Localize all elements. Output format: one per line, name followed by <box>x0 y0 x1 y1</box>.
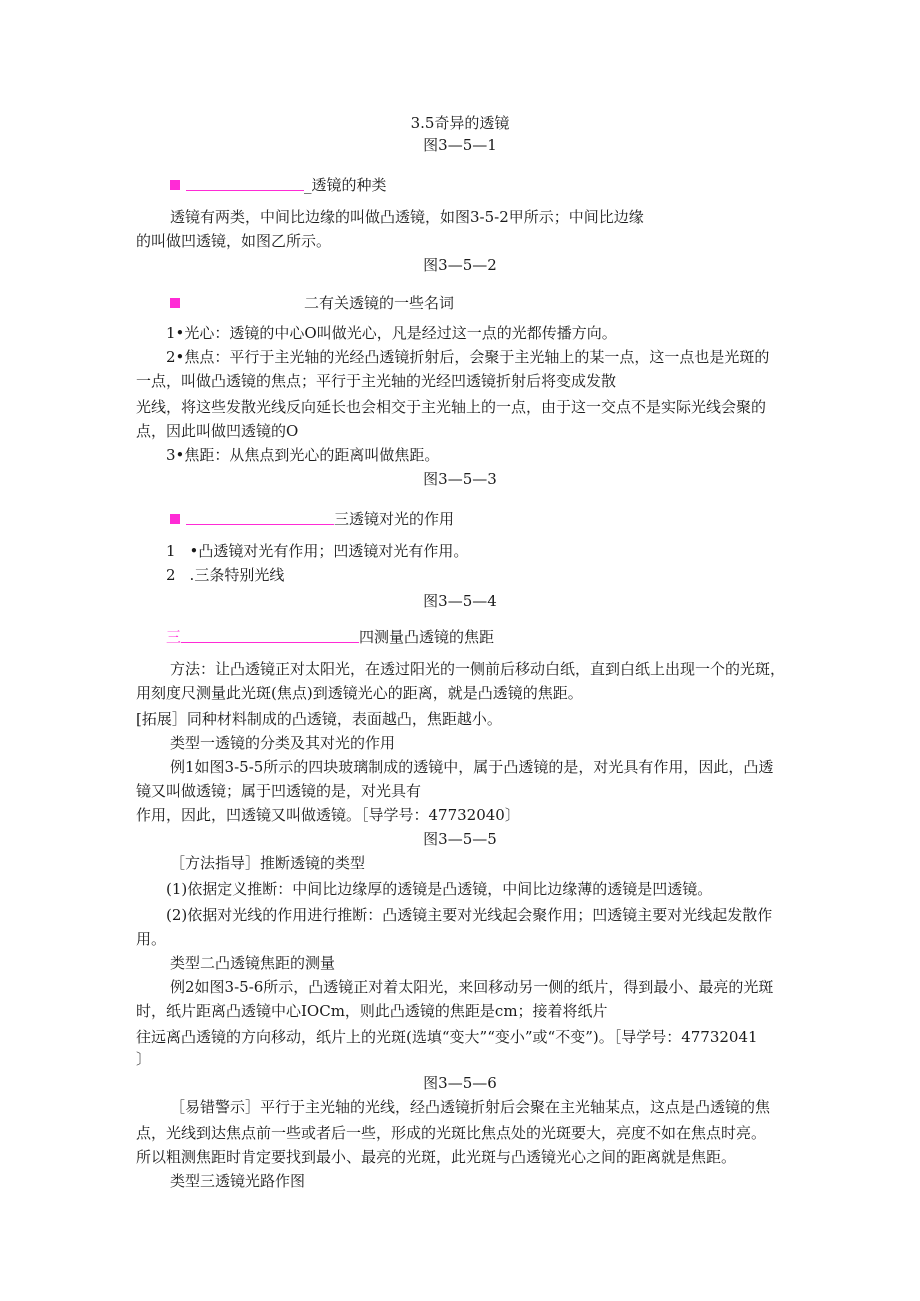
bullet-square-icon <box>170 514 180 524</box>
paragraph-line: 一点，叫做凸透镜的焦点；平行于主光轴的光经凹透镜折射后将变成发散 <box>136 372 617 390</box>
list-item: 2•焦点：平行于主光轴的光经凸透镜折射后，会聚于主光轴上的某一点，这一点也是光斑的 <box>166 348 770 366</box>
extension-note: [拓展］同种材料制成的凸透镜，表面越凸，焦距越小。 <box>136 710 502 728</box>
list-item: 1•光心：透镜的中心O叫做光心，凡是经过这一点的光都传播方向。 <box>166 324 617 342</box>
bullet-square-icon <box>170 180 180 190</box>
figure-caption-1: 图3—5—1 <box>423 136 497 154</box>
list-text: .三条特别光线 <box>189 566 285 584</box>
question-type-heading: 类型一透镜的分类及其对光的作用 <box>170 734 396 752</box>
list-item: 3•焦距：从焦点到光心的距离叫做焦距。 <box>166 446 440 464</box>
list-number: 1 <box>166 542 176 560</box>
question-type-heading: 类型二凸透镜焦距的测量 <box>170 954 336 972</box>
section-marker: 三 <box>166 628 182 646</box>
method-item: (1)依据定义推断：中间比边缘厚的透镜是凸透镜，中间比边缘薄的透镜是凹透镜。 <box>166 880 713 898</box>
paragraph-line: 的叫做凹透镜，如图乙所示。 <box>136 232 332 250</box>
paragraph-line: 用刻度尺测量此光斑(焦点)到透镜光心的距离，就是凸透镜的焦距。 <box>136 684 583 702</box>
question-type-heading: 类型三透镜光路作图 <box>170 1172 306 1190</box>
bullet-square-icon <box>170 298 180 308</box>
paragraph-line: 光线，将这些发散光线反向延长也会相交于主光轴上的一点，由于这一交点不是实际光线会聚的 <box>136 398 767 416</box>
section-heading-lens-types <box>170 175 387 195</box>
warning-note: ［易错警示］平行于主光轴的光线，经凸透镜折射后会聚在主光轴某点，这点是凸透镜的焦 <box>170 1098 771 1116</box>
example-line: 例2如图3-5-6所示，凸透镜正对着太阳光，来回移动另一侧的纸片，得到最小、最亮的光斑 <box>170 978 774 996</box>
paragraph-line: 点，光线到达焦点前一些或者后一些，形成的光斑比焦点处的光斑要大，亮度不如在焦点时亮。 <box>136 1124 767 1142</box>
section-heading-focal-length <box>166 627 494 647</box>
figure-caption-6: 图3—5—6 <box>423 1074 497 1092</box>
paragraph-line: 透镜有两类，中间比边缘的叫做凸透镜，如图3-5-2甲所示；中间比边缘 <box>170 208 644 226</box>
figure-caption-5: 图3—5—5 <box>423 830 497 848</box>
list-item <box>166 541 468 561</box>
blank-underline <box>186 510 334 525</box>
list-number: 2 <box>166 566 176 584</box>
list-item <box>166 565 284 585</box>
paragraph-line: 点，因此叫做凹透镜的O <box>136 422 299 440</box>
list-text: •凸透镜对光有作用；凹透镜对光有作用。 <box>189 542 469 560</box>
example-line: 例1如图3-5-5所示的四块玻璃制成的透镜中，属于凸透镜的是，对光具有作用，因此，凸透 <box>170 758 774 776</box>
example-line: 往远离凸透镜的方向移动，纸片上的光斑(选填“变大”“变小”或“不变”)。［导学号：47732041 <box>136 1028 758 1046</box>
page-title: 3.5奇异的透镜 <box>410 114 510 132</box>
paragraph-line: 所以粗测焦距时肯定要找到最小、最亮的光斑，此光斑与凸透镜光心之间的距离就是焦距。 <box>136 1148 737 1166</box>
blank-underline <box>181 628 359 643</box>
example-line: 镜又叫做透镜；属于凹透镜的是，对光具有 <box>136 782 422 800</box>
section-heading-lens-effect <box>170 509 454 529</box>
figure-caption-3: 图3—5—3 <box>423 470 497 488</box>
figure-caption-4: 图3—5—4 <box>423 592 497 610</box>
section-heading-terms <box>170 293 454 313</box>
example-line: 〕 <box>136 1050 152 1068</box>
section-heading-text: 三透镜对光的作用 <box>334 510 455 528</box>
example-line: 作用，因此，凹透镜又叫做透镜。［导学号：47732040〕 <box>136 806 520 824</box>
example-line: 时，纸片距离凸透镜中心IOCm，则此凸透镜的焦距是cm；接着将纸片 <box>136 1002 608 1020</box>
section-heading-text: 二有关透镜的一些名词 <box>304 294 455 312</box>
paragraph-line: 方法：让凸透镜正对太阳光，在透过阳光的一侧前后移动白纸，直到白纸上出现一个的光斑， <box>170 660 786 678</box>
paragraph-line: 用。 <box>136 930 167 948</box>
method-item: (2)依据对光线的作用进行推断：凸透镜主要对光线起会聚作用；凹透镜主要对光线起发散作 <box>166 906 773 924</box>
method-heading: ［方法指导］推断透镜的类型 <box>170 854 366 872</box>
section-heading-text: 四测量凸透镜的焦距 <box>359 628 495 646</box>
figure-caption-2: 图3—5—2 <box>423 256 497 274</box>
section-heading-text: _透镜的种类 <box>304 176 387 194</box>
blank-underline <box>186 176 304 191</box>
